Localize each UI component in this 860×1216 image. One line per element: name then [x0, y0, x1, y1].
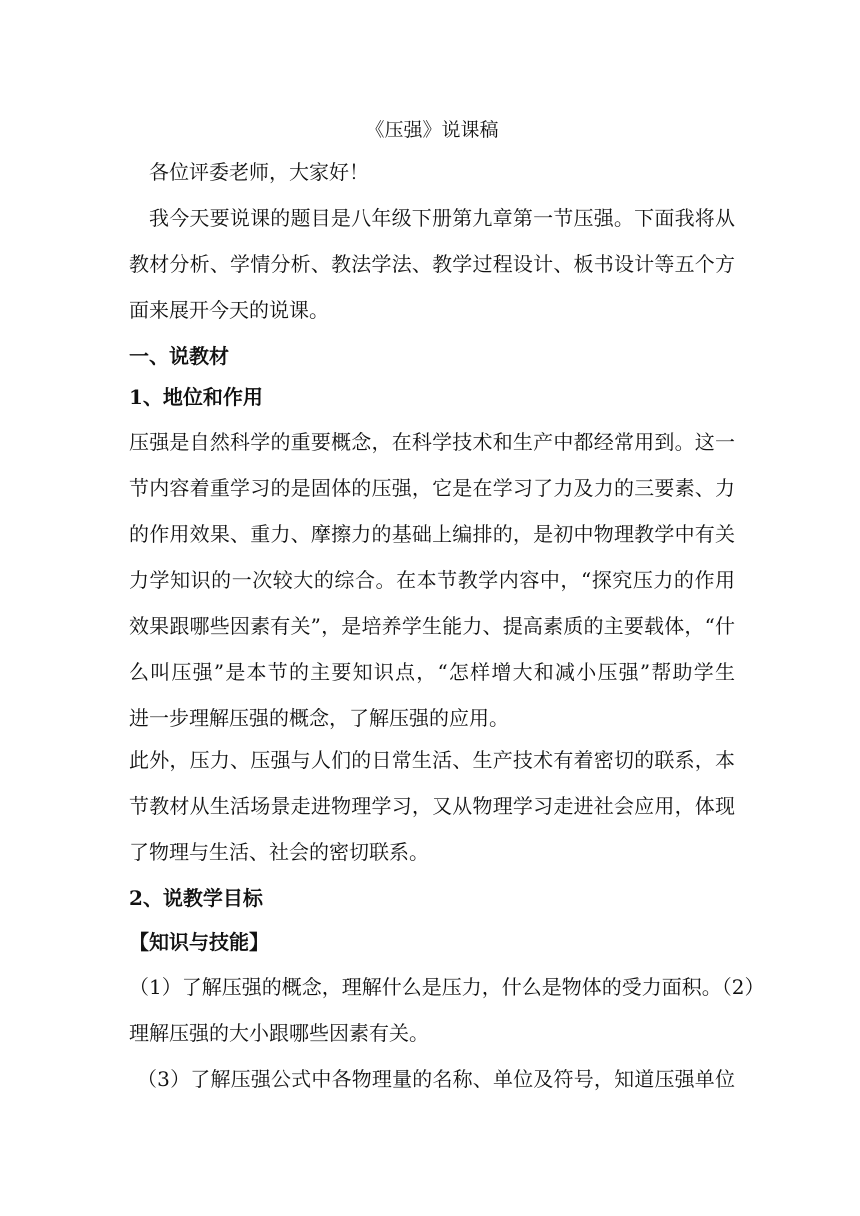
- intro-line-2: 教材分析、学情分析、教法学法、教学过程设计、板书设计等五个方: [129, 252, 735, 276]
- paragraph-1-line-5: 效果跟哪些因素有关”，是培养学生能力、提高素质的主要载体，“什: [129, 614, 735, 638]
- objective-line-2: 理解压强的大小跟哪些因素有关。: [129, 1021, 429, 1045]
- objective-line-1: （1）了解压强的概念，理解什么是压力，什么是物体的受力面积。（2）: [129, 975, 765, 999]
- subheading-teaching-objectives: 2、说教学目标: [129, 886, 263, 910]
- paragraph-2-line-3: 了物理与生活、社会的密切联系。: [129, 840, 429, 864]
- intro-line-1: 我今天要说课的题目是八年级下册第九章第一节压强。下面我将从: [149, 206, 735, 230]
- paragraph-1-line-4: 力学知识的一次较大的综合。在本节教学内容中，“探究压力的作用: [129, 568, 735, 592]
- subheading-knowledge-and-skills: 【知识与技能】: [129, 930, 269, 954]
- paragraph-1-line-2: 节内容着重学习的是固体的压强，它是在学习了力及力的三要素、力: [129, 476, 735, 500]
- paragraph-1-line-7: 进一步理解压强的概念，了解压强的应用。: [129, 706, 509, 730]
- paragraph-2-line-2: 节教材从生活场景走进物理学习，又从物理学习走进社会应用，体现: [129, 794, 735, 818]
- paragraph-1-line-1: 压强是自然科学的重要概念，在科学技术和生产中都经常用到。这一: [129, 430, 735, 454]
- objective-line-3: （3）了解压强公式中各物理量的名称、单位及符号，知道压强单位: [137, 1067, 735, 1091]
- paragraph-2-line-1: 此外，压力、压强与人们的日常生活、生产技术有着密切的联系，本: [129, 748, 735, 772]
- subheading-position-and-role: 1、地位和作用: [129, 385, 263, 409]
- paragraph-1-line-3: 的作用效果、重力、摩擦力的基础上编排的，是初中物理教学中有关: [129, 522, 735, 546]
- document-page: [129, 0, 765, 1216]
- section-heading-teaching-material: 一、说教材: [129, 344, 229, 368]
- intro-line-3: 面来展开今天的说课。: [129, 298, 329, 322]
- paragraph-1-line-6: 么叫压强”是本节的主要知识点，“怎样增大和减小压强”帮助学生: [129, 660, 735, 684]
- greeting: 各位评委老师，大家好！: [149, 160, 369, 184]
- document-title: 《压强》说课稿: [365, 119, 499, 141]
